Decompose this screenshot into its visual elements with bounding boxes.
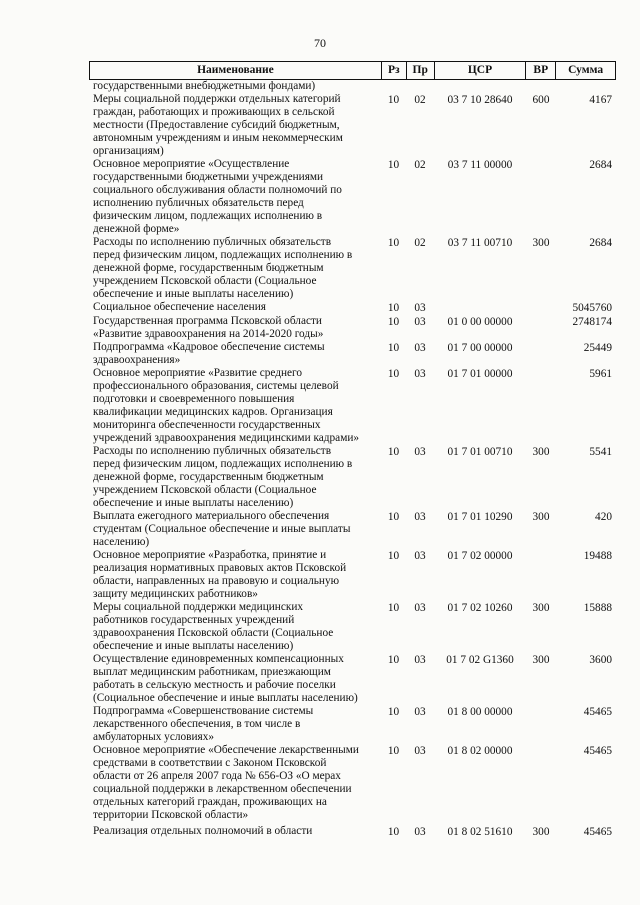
- cell-csr: 01 7 02 00000: [447, 550, 513, 562]
- cell-csr: 01 7 02 10260: [447, 602, 513, 614]
- cell-name: [89, 315, 381, 341]
- cell-vr: [526, 315, 556, 341]
- cell-name: [89, 653, 381, 705]
- cell-name: [89, 825, 381, 839]
- cell-sum: 5541: [589, 446, 612, 458]
- cell-rz: 10: [387, 602, 400, 614]
- cell-name-line: Подпрограмма «Совершенствование системы: [93, 705, 314, 717]
- cell-name-line: «Развитие здравоохранения на 2014-2020 годы»: [93, 328, 324, 340]
- cell-name: [89, 445, 381, 510]
- cell-name-line: области, направленных на правовую и социальную: [93, 575, 340, 587]
- cell-name-line: Основное мероприятие «Обеспечение лекарственными: [93, 744, 359, 756]
- cell-name: [89, 510, 381, 549]
- cell-name-line: учреждений здравоохранения медицинскими кадрами»: [93, 432, 360, 444]
- cell-csr: 01 7 01 00710: [447, 446, 513, 458]
- cell-pr: 02: [414, 94, 426, 106]
- table-row: [89, 367, 616, 445]
- cell-name-line: организациям): [93, 145, 164, 157]
- cell-pr: 03: [414, 550, 426, 562]
- cell-csr: 03 7 11 00710: [447, 237, 513, 249]
- cell-name-line: работников государственных учреждений: [93, 614, 295, 626]
- cell-name-line: защиту медицинских работников»: [93, 588, 258, 600]
- cell-name-line: денежной форме, государственным бюджетным: [93, 262, 324, 274]
- cell-name-line: Подпрограмма «Кадровое обеспечение системы: [93, 341, 325, 353]
- table-row: [89, 705, 616, 744]
- cell-name-line: выплат медицинским работникам, приезжающим: [93, 666, 331, 678]
- cell-vr: 300: [532, 654, 550, 666]
- cell-name-line: Выплата ежегодного материального обеспечения: [93, 510, 330, 522]
- cell-sum: [556, 80, 616, 93]
- cell-csr: 01 8 00 00000: [447, 706, 513, 718]
- cell-rz: 10: [387, 550, 400, 562]
- cell-name-line: обеспечение и иные выплаты населению): [93, 288, 294, 300]
- cell-pr: 03: [414, 654, 426, 666]
- cell-sum: 15888: [583, 602, 612, 614]
- cell-pr: 03: [414, 511, 426, 523]
- cell-pr: 03: [414, 745, 426, 757]
- table-row: [89, 549, 616, 601]
- cell-csr: 01 8 02 51610: [447, 826, 513, 838]
- cell-name-line: Социальное обеспечение населения: [93, 301, 266, 313]
- cell-rz: 10: [387, 826, 400, 838]
- table-header: [89, 61, 616, 80]
- cell-sum: 2684: [589, 159, 612, 171]
- cell-name-line: учреждением Псковской области (Социальное: [93, 484, 317, 496]
- cell-rz: 10: [387, 654, 400, 666]
- header-name: Наименование: [197, 64, 274, 76]
- table-row: [89, 825, 616, 839]
- cell-vr: 600: [532, 94, 550, 106]
- table-body: [89, 80, 616, 839]
- budget-table: [89, 61, 616, 839]
- table-row: [89, 510, 616, 549]
- cell-name-line: здравоохранения»: [93, 354, 181, 366]
- table-row: [89, 601, 616, 653]
- table-row: [89, 445, 616, 510]
- cell-rz: 10: [387, 94, 400, 106]
- table-row: [89, 93, 616, 158]
- cell-name: [89, 601, 381, 653]
- cell-name-line: Расходы по исполнению публичных обязательств: [93, 445, 332, 457]
- cell-name-line: Государственная программа Псковской области: [93, 315, 322, 327]
- cell-vr: [526, 549, 556, 601]
- cell-pr: 03: [414, 446, 426, 458]
- cell-vr: [526, 158, 556, 236]
- cell-name-line: денежной форме»: [93, 223, 180, 235]
- header-rz: Рз: [381, 62, 406, 79]
- cell-name-line: Осуществление единовременных компенсационных: [93, 653, 344, 665]
- cell-sum: 45465: [583, 745, 612, 757]
- cell-name-line: исполнению публичных обязательств перед: [93, 197, 304, 209]
- cell-csr: 01 7 01 10290: [447, 511, 513, 523]
- cell-name-line: социального обслуживания области полномочий по: [93, 184, 342, 196]
- cell-name: [89, 367, 381, 445]
- cell-sum: 19488: [583, 550, 612, 562]
- cell-csr: 03 7 11 00000: [447, 159, 513, 171]
- cell-name-line: физическим лицом, подлежащих исполнению в: [93, 210, 323, 222]
- cell-csr: 01 7 00 00000: [447, 342, 513, 354]
- cell-rz: [381, 80, 406, 93]
- cell-name-line: реализация нормативных правовых актов Псковской: [93, 562, 347, 574]
- cell-name-line: (Социальное обеспечение и иные выплаты населению): [93, 692, 358, 704]
- cell-name-line: граждан, работающих и проживающих в сельской: [93, 106, 335, 118]
- cell-sum: 2684: [589, 237, 612, 249]
- header-pr: Пр: [406, 62, 434, 79]
- cell-name-line: Меры социальной поддержки отдельных категорий: [93, 93, 341, 105]
- cell-vr: 300: [532, 602, 550, 614]
- header-vr: ВР: [525, 62, 555, 79]
- cell-vr: 300: [532, 237, 550, 249]
- cell-name-line: Основное мероприятие «Развитие среднего: [93, 367, 303, 379]
- cell-csr: 01 8 02 00000: [447, 745, 513, 757]
- cell-pr: 03: [414, 602, 426, 614]
- cell-pr: 03: [414, 302, 426, 314]
- cell-csr: 01 7 01 00000: [447, 368, 513, 380]
- cell-name-line: государственными бюджетными учреждениями: [93, 171, 324, 183]
- cell-vr: [526, 80, 556, 93]
- cell-name: [89, 80, 381, 93]
- cell-name-line: территории Псковской области»: [93, 809, 249, 821]
- cell-name-line: местности (Предоставление субсидий бюджетным,: [93, 119, 340, 131]
- cell-sum: 4167: [589, 94, 612, 106]
- cell-pr: 03: [414, 368, 426, 380]
- cell-csr: 03 7 10 28640: [447, 94, 513, 106]
- table-row: [89, 744, 616, 822]
- cell-vr: [526, 744, 556, 822]
- cell-name-line: Меры социальной поддержки медицинских: [93, 601, 304, 613]
- cell-name-line: мониторинга обеспеченности государственных: [93, 419, 321, 431]
- cell-sum: 45465: [583, 706, 612, 718]
- cell-name-line: студентам (Социальное обеспечение и иные выплаты: [93, 523, 351, 535]
- cell-name-line: учреждением Псковской области (Социальное: [93, 275, 317, 287]
- table-row: [89, 236, 616, 301]
- cell-name: [89, 236, 381, 301]
- cell-name-line: профессионального образования, системы целевой: [93, 380, 339, 392]
- cell-rz: 10: [387, 316, 400, 328]
- cell-sum: 25449: [583, 342, 612, 354]
- cell-vr: [526, 301, 556, 315]
- cell-sum: 2748174: [572, 316, 612, 328]
- cell-pr: 03: [414, 316, 426, 328]
- cell-name: [89, 341, 381, 367]
- cell-sum: 5961: [589, 368, 612, 380]
- cell-pr: [406, 80, 434, 93]
- cell-rz: 10: [387, 342, 400, 354]
- table-row: [89, 315, 616, 341]
- cell-name-line: работать в сельскую местность и рабочие поселки: [93, 679, 336, 691]
- cell-pr: 02: [414, 237, 426, 249]
- cell-name: [89, 301, 381, 315]
- cell-name-line: квалификации медицинских кадров. Организация: [93, 406, 333, 418]
- cell-name-line: перед физическим лицом, подлежащих исполнению в: [93, 249, 353, 261]
- cell-name-line: автономным учреждениям и иным некоммерческим: [93, 132, 343, 144]
- cell-name-line: средствами в соответствии с Законом Псковской: [93, 757, 327, 769]
- cell-name: [89, 705, 381, 744]
- cell-rz: 10: [387, 368, 400, 380]
- cell-name-line: государственными внебюджетными фондами): [93, 80, 316, 92]
- cell-csr: 01 0 00 00000: [447, 316, 513, 328]
- cell-rz: 10: [387, 302, 400, 314]
- header-sum: Сумма: [555, 62, 615, 79]
- cell-name-line: перед физическим лицом, подлежащих исполнению в: [93, 458, 353, 470]
- cell-name: [89, 744, 381, 822]
- cell-name-line: обеспечение и иные выплаты населению): [93, 640, 294, 652]
- cell-name-line: населению): [93, 536, 150, 548]
- cell-vr: 300: [532, 446, 550, 458]
- cell-name: [89, 93, 381, 158]
- cell-pr: 02: [414, 159, 426, 171]
- cell-rz: 10: [387, 159, 400, 171]
- cell-name-line: денежной форме, государственным бюджетным: [93, 471, 324, 483]
- cell-rz: 10: [387, 511, 400, 523]
- table-row: [89, 341, 616, 367]
- cell-name: [89, 158, 381, 236]
- cell-pr: 03: [414, 706, 426, 718]
- cell-name-line: лекарственного обеспечения, в том числе в: [93, 718, 301, 730]
- cell-name-line: социальной поддержки в лекарственном обеспечении: [93, 783, 352, 795]
- cell-vr: 300: [532, 826, 550, 838]
- cell-sum: 5045760: [572, 302, 612, 314]
- cell-csr: 01 7 02 G1360: [446, 654, 514, 666]
- page-number: 70: [314, 36, 326, 50]
- cell-rz: 10: [387, 237, 400, 249]
- cell-name-line: области от 26 апреля 2007 года № 656-ОЗ «О мерах: [93, 770, 341, 782]
- cell-name-line: отдельных категорий граждан, проживающих на: [93, 796, 327, 808]
- cell-pr: 03: [414, 342, 426, 354]
- cell-rz: 10: [387, 745, 400, 757]
- cell-sum: 420: [595, 511, 612, 523]
- cell-vr: [526, 341, 556, 367]
- cell-csr: [434, 80, 526, 93]
- cell-name-line: здравоохранения Псковской области (Социальное: [93, 627, 334, 639]
- cell-vr: [526, 705, 556, 744]
- cell-name-line: Основное мероприятие «Осуществление: [93, 158, 290, 170]
- cell-name-line: Реализация отдельных полномочий в области: [93, 825, 313, 837]
- table-row: [89, 301, 616, 315]
- cell-name-line: Расходы по исполнению публичных обязательств: [93, 236, 332, 248]
- header-csr: ЦСР: [434, 62, 526, 79]
- cell-name-line: Основное мероприятие «Разработка, принятие и: [93, 549, 327, 561]
- cell-pr: 03: [414, 826, 426, 838]
- table-row: [89, 80, 616, 93]
- cell-rz: 10: [387, 446, 400, 458]
- cell-vr: [526, 367, 556, 445]
- table-row: [89, 653, 616, 705]
- cell-name-line: подготовки и своевременного повышения: [93, 393, 295, 405]
- cell-name: [89, 549, 381, 601]
- cell-vr: 300: [532, 511, 550, 523]
- cell-csr: [434, 301, 526, 315]
- cell-name-line: обеспечение и иные выплаты населению): [93, 497, 294, 509]
- table-row: [89, 158, 616, 236]
- cell-name-line: амбулаторных условиях»: [93, 731, 215, 743]
- cell-sum: 3600: [589, 654, 612, 666]
- cell-rz: 10: [387, 706, 400, 718]
- cell-sum: 45465: [583, 826, 612, 838]
